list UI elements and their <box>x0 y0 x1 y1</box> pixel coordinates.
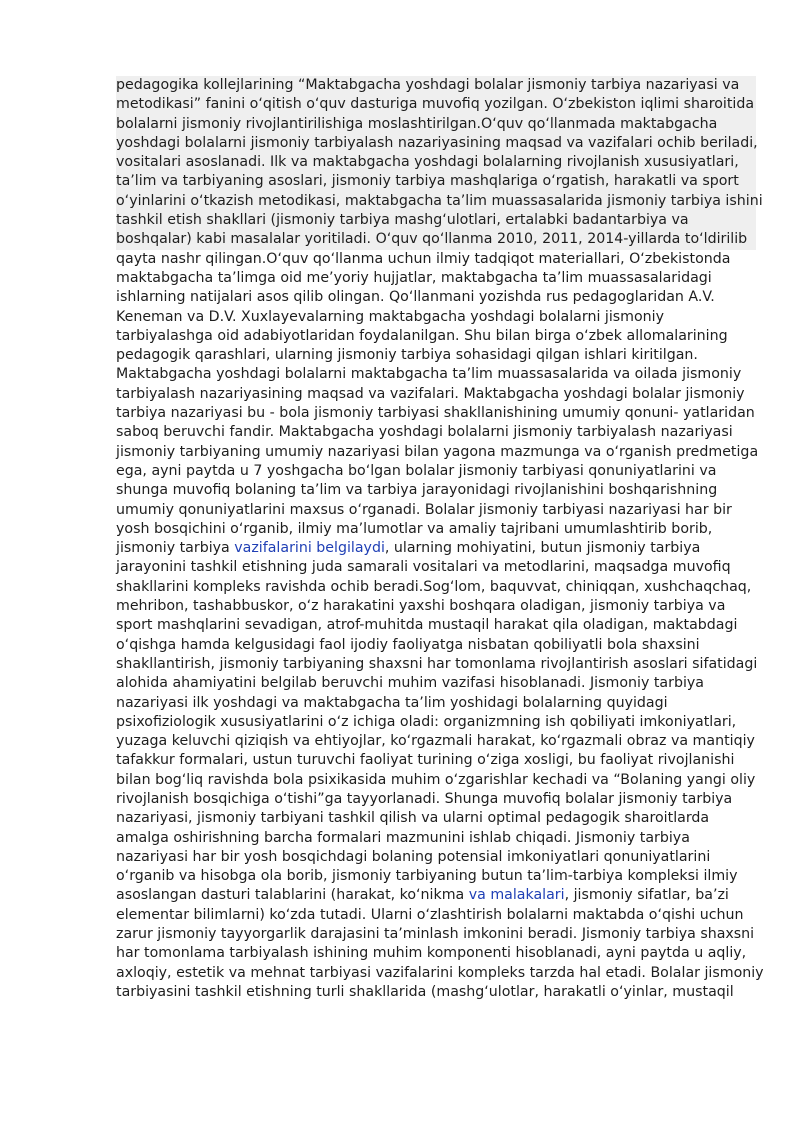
inline-link[interactable]: va malakalari <box>468 887 565 904</box>
text-line: yoshdagi bolalarni jismoniy tarbiyalash nazariyasining maqsad va vazifalari ochib beriladi, <box>116 134 756 153</box>
text-fragment: asoslangan dasturi talablarini (harakat, ko‘nikma <box>116 887 469 904</box>
text-line: yuzaga keluvchi qiziqish va ehtiyojlar, ko‘rgazmali harakat, ko‘rgazmali obraz va mantiqiy <box>116 733 755 750</box>
text-line: umumiy qonuniyatlarini maxsus o‘rganadi. Bolalar jismoniy tarbiyasi nazariyasi har bir <box>116 501 732 518</box>
text-line: o‘rganib va hisobga ola borib, jismoniy tarbiyaning butun ta’lim-tarbiya kompleksi ilmiy <box>116 868 738 885</box>
text-line: zarur jismoniy tayyorgarlik darajasini ta’minlash imkonini beradi. Jismoniy tarbiya shaxsni <box>116 926 755 943</box>
text-line: tashkil etish shakllari (jismoniy tarbiya mashg‘ulotlari, ertalabki badantarbiya va <box>116 211 756 230</box>
text-line: Keneman va D.V. Xuxlayevalarning maktabgacha yoshdagi bolalarni jismoniy <box>116 308 665 325</box>
text-line: o‘qishga hamda kelgusidagi faol ijodiy faoliyatga nisbatan qobiliyatli bola shaxsini <box>116 636 700 653</box>
text-line: axloqiy, estetik va mehnat tarbiyasi vazifalarini kompleks tarzda hal etadi. Bolalar jismoniy <box>116 964 764 981</box>
text-line: sport mashqlarini sevadigan, atrof-muhitda mustaqil harakat qila oladigan, maktabdagi <box>116 617 738 634</box>
text-fragment: jismoniy tarbiya <box>116 540 235 557</box>
inline-link[interactable]: vazifalarini belgilaydi <box>234 540 385 557</box>
text-line: saboq beruvchi fandir. Maktabgacha yoshdagi bolalarni jismoniy tarbiyalash nazariyasi <box>116 424 733 441</box>
text-line: shakllarini kompleks ravishda ochib beradi.Sog‘lom, baquvvat, chiniqqan, xushchaqchaq, <box>116 578 752 595</box>
text-line: tarbiyalash nazariyasining maqsad va vazifalari. Maktabgacha yoshdagi bolalar jismoniy <box>116 385 745 402</box>
text-line: psixofiziologik xususiyatlarini o‘z ichiga oladi: organizmning ish qobiliyati imkoniyatlari, <box>116 713 737 730</box>
text-line: jismoniy tarbiyaning umumiy nazariyasi bilan yagona mazmunga va o‘rganish predmetiga <box>116 443 759 460</box>
text-line: bilan bog‘liq ravishda bola psixikasida muhim o‘zgarishlar kechadi va “Bolaning yangi oliy <box>116 771 756 788</box>
text-line: pedagogik qarashlari, ularning jismoniy tarbiya sohasidagi qilgan ishlari kiritilgan. <box>116 347 698 364</box>
text-line: tafakkur formalari, ustun turuvchi faoliyat turining o‘ziga xosligi, bu faoliyat rivojlanishi <box>116 752 735 769</box>
text-line: ega, ayni paytda u 7 yoshgacha bo‘lgan bolalar jismoniy tarbiyasi qonuniyatlarini va <box>116 462 717 479</box>
text-line: nazariyasi ilk yoshdagi va maktabgacha ta’lim yoshidagi bolalarning quyidagi <box>116 694 668 711</box>
text-line: alohida ahamiyatini belgilab beruvchi muhim vazifasi hisoblanadi. Jismoniy tarbiya <box>116 675 704 692</box>
text-line: o‘yinlarini o‘tkazish metodikasi, maktabgacha ta’lim muassasalarida jismoniy tarbiya ishini <box>116 192 756 211</box>
text-line: har tomonlama tarbiyalash ishining muhim komponenti hisoblanadi, ayni paytda u aqliy, <box>116 945 747 962</box>
text-fragment: , jismoniy sifatlar, ba’zi <box>564 887 729 904</box>
text-line: pedagogika kollejlarining “Maktabgacha yoshdagi bolalar jismoniy tarbiya nazariyasi va <box>116 76 756 95</box>
text-line: tarbiyalashga oid adabiyotlaridan foydalanilgan. Shu bilan birga o‘zbek allomalarining <box>116 327 728 344</box>
text-line: metodikasi” fanini o‘qitish o‘quv dasturiga muvofiq yozilgan. O‘zbekiston iqlimi sharoitida <box>116 95 756 114</box>
text-line: jarayonini tashkil etishning juda samarali vositalari va metodlarini, maqsadga muvofiq <box>116 559 731 576</box>
text-line: shakllantirish, jismoniy tarbiyaning shaxsni har tomonlama rivojlantirish asoslari sifatidagi <box>116 655 758 672</box>
text-line: tarbiyasini tashkil etishning turli shakllarida (mashg‘ulotlar, harakatli o‘yinlar, mustaqil <box>116 983 734 1000</box>
text-line: yosh bosqichini o‘rganib, ilmiy ma’lumotlar va amaliy tajribani umumlashtirib borib, <box>116 520 713 537</box>
text-line-with-link <box>116 886 756 905</box>
text-line: nazariyasi har bir yosh bosqichdagi bolaning potensial imkoniyatlari qonuniyatlarini <box>116 848 711 865</box>
text-line: amalga oshirishning barcha formalari mazmunini ishlab chiqadi. Jismoniy tarbiya <box>116 829 690 846</box>
text-line: tarbiya nazariyasi bu - bola jismoniy tarbiyasi shakllanishining umumiy qonuni- yatlaridan <box>116 405 755 422</box>
text-line: boshqalar) kabi masalalar yoritiladi. O‘quv qo‘llanma 2010, 2011, 2014-yillarda to‘ldirilib <box>116 230 756 249</box>
text-line: ta’lim va tarbiyaning asoslari, jismoniy tarbiya mashqlariga o‘rgatish, harakatli va sport <box>116 172 756 191</box>
text-line: rivojlanish bosqichiga o‘tishi”ga tayyorlanadi. Shunga muvofiq bolalar jismoniy tarbiya <box>116 790 733 807</box>
text-line: shunga muvofiq bolaning ta’lim va tarbiya jarayonidagi rivojlanishini boshqarishning <box>116 482 718 499</box>
text-line-with-link <box>116 539 756 558</box>
text-line: maktabgacha ta’limga oid me’yoriy hujjatlar, maktabgacha ta’lim muassasalaridagi <box>116 269 712 286</box>
text-line: qayta nashr qilingan.O‘quv qo‘llanma uchun ilmiy tadqiqot materiallari, O‘zbekistonda <box>116 250 731 267</box>
text-line: bolalarni jismoniy rivojlantirilishiga moslashtirilgan.O‘quv qo‘llanmada maktabgacha <box>116 115 756 134</box>
text-line: Maktabgacha yoshdagi bolalarni maktabgacha ta’lim muassasalarida va oilada jismoniy <box>116 366 742 383</box>
document-page <box>116 76 764 1002</box>
text-line: elementar bilimlarni) ko‘zda tutadi. Ularni o‘zlashtirish bolalarni maktabda o‘qishi uchun <box>116 906 744 923</box>
text-line: ishlarning natijalari asos qilib olingan. Qo‘llanmani yozishda rus pedagoglaridan A.V. <box>116 289 715 306</box>
text-line: vositalari asoslanadi. Ilk va maktabgacha yoshdagi bolalarning rivojlanish xususiyatlari, <box>116 153 756 172</box>
text-line: nazariyasi, jismoniy tarbiyani tashkil qilish va ularni optimal pedagogik sharoitlarda <box>116 810 710 827</box>
text-line: mehribon, tashabbuskor, o‘z harakatini yaxshi boshqara oladigan, jismoniy tarbiya va <box>116 598 726 615</box>
text-fragment: , ularning mohiyatini, butun jismoniy tarbiya <box>384 540 701 557</box>
